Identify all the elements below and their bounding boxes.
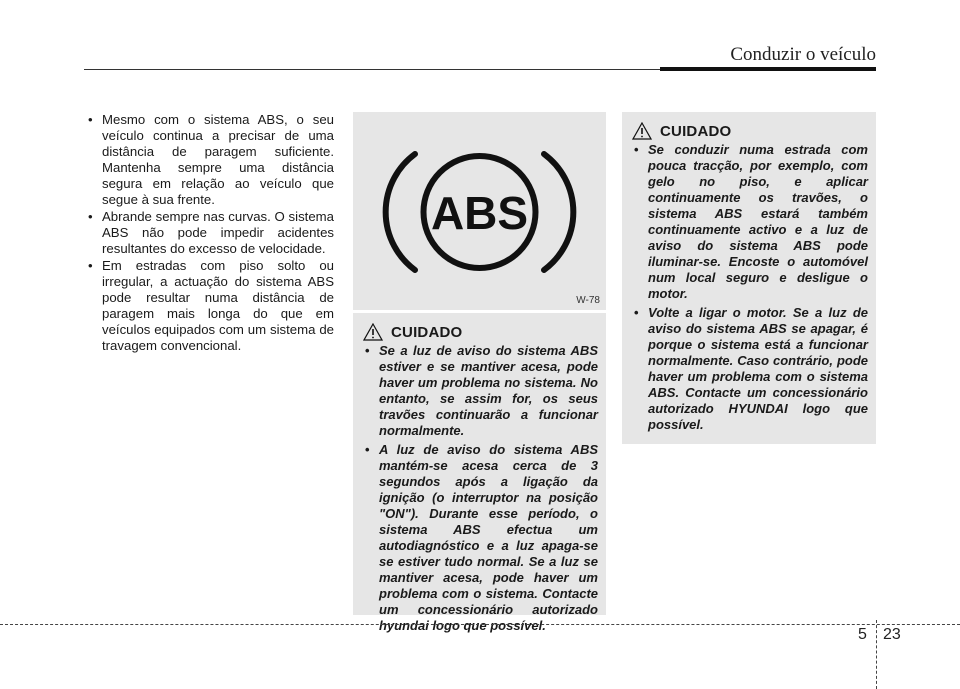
abs-symbol-text: ABS (430, 187, 529, 239)
figure-code: W-78 (576, 295, 600, 306)
caution-box-left (353, 313, 606, 633)
chapter-number: 5 (858, 626, 867, 643)
abs-warning-light-icon (353, 112, 606, 310)
list-item: • A luz de aviso do sistema ABS mantém-se acesa cerca de 3 segundos após a ligação da ignição (o interruptor na posição "ON"). Durante esse período, o sistema ABS efectua um autodiagnóstico e a luz apaga-se se estiver tudo normal. Se a luz se mantiver acesa, pode haver um problema com o sistema. Contacte um concessionário autorizado hyundai logo que possível. (363, 442, 598, 634)
footer-rule (0, 624, 960, 625)
page-number-separator (876, 620, 877, 689)
abs-figure (353, 112, 606, 310)
section-title: Conduzir o veículo (730, 44, 876, 65)
caution-box-right (622, 112, 876, 444)
list-item: • Se a luz de aviso do sistema ABS estiver e se mantiver acesa, pode haver um problema no sistema. No entanto, se assim for, os seus travões continuarão a funcionar normalmente. (363, 343, 598, 439)
list-item: • Volte a ligar o motor. Se a luz de aviso do sistema ABS se apagar, é porque o sistema está a funcionar normalmente. Caso contrário, pode haver um problema com o sistema ABS. Contacte um concessionário autorizado HYUNDAI logo que possível. (632, 305, 868, 433)
caution-title: CUIDADO (391, 323, 463, 341)
caution-list (363, 343, 598, 634)
list-item: • Se conduzir numa estrada com pouca tracção, por exemplo, com gelo no piso, e aplicar continuamente os travões, o sistema ABS estará também continuamente activo e a luz de aviso do sistema ABS pode iluminar-se. Encoste o automóvel num local seguro e desligue o motor. (632, 142, 868, 302)
caution-header (363, 323, 598, 341)
abs-left-arc (386, 154, 415, 270)
warning-triangle-icon (632, 122, 652, 140)
list-item: • Mesmo com o sistema ABS, o seu veículo continua a precisar de uma distância de paragem suficiente. Mantenha sempre uma distância segura em relação ao veículo que segue à sua frente. (84, 112, 334, 208)
list-item: • Em estradas com piso solto ou irregular, a actuação do sistema ABS pode resultar numa distância de paragem mais longa do que em veículos equipados com um sistema de travagem convencional. (84, 258, 334, 354)
caution-header (632, 122, 868, 140)
list-item: • Abrande sempre nas curvas. O sistema ABS não pode impedir acidentes resultantes do excesso de velocidade. (84, 209, 334, 257)
bullet-list (84, 112, 334, 354)
header-rule-accent (660, 67, 876, 71)
left-column (84, 112, 334, 355)
header-rule (84, 69, 660, 70)
caution-title: CUIDADO (660, 122, 732, 140)
warning-triangle-icon (363, 323, 383, 341)
page-number: 23 (883, 626, 901, 643)
abs-right-arc (544, 154, 573, 270)
caution-list (632, 142, 868, 433)
